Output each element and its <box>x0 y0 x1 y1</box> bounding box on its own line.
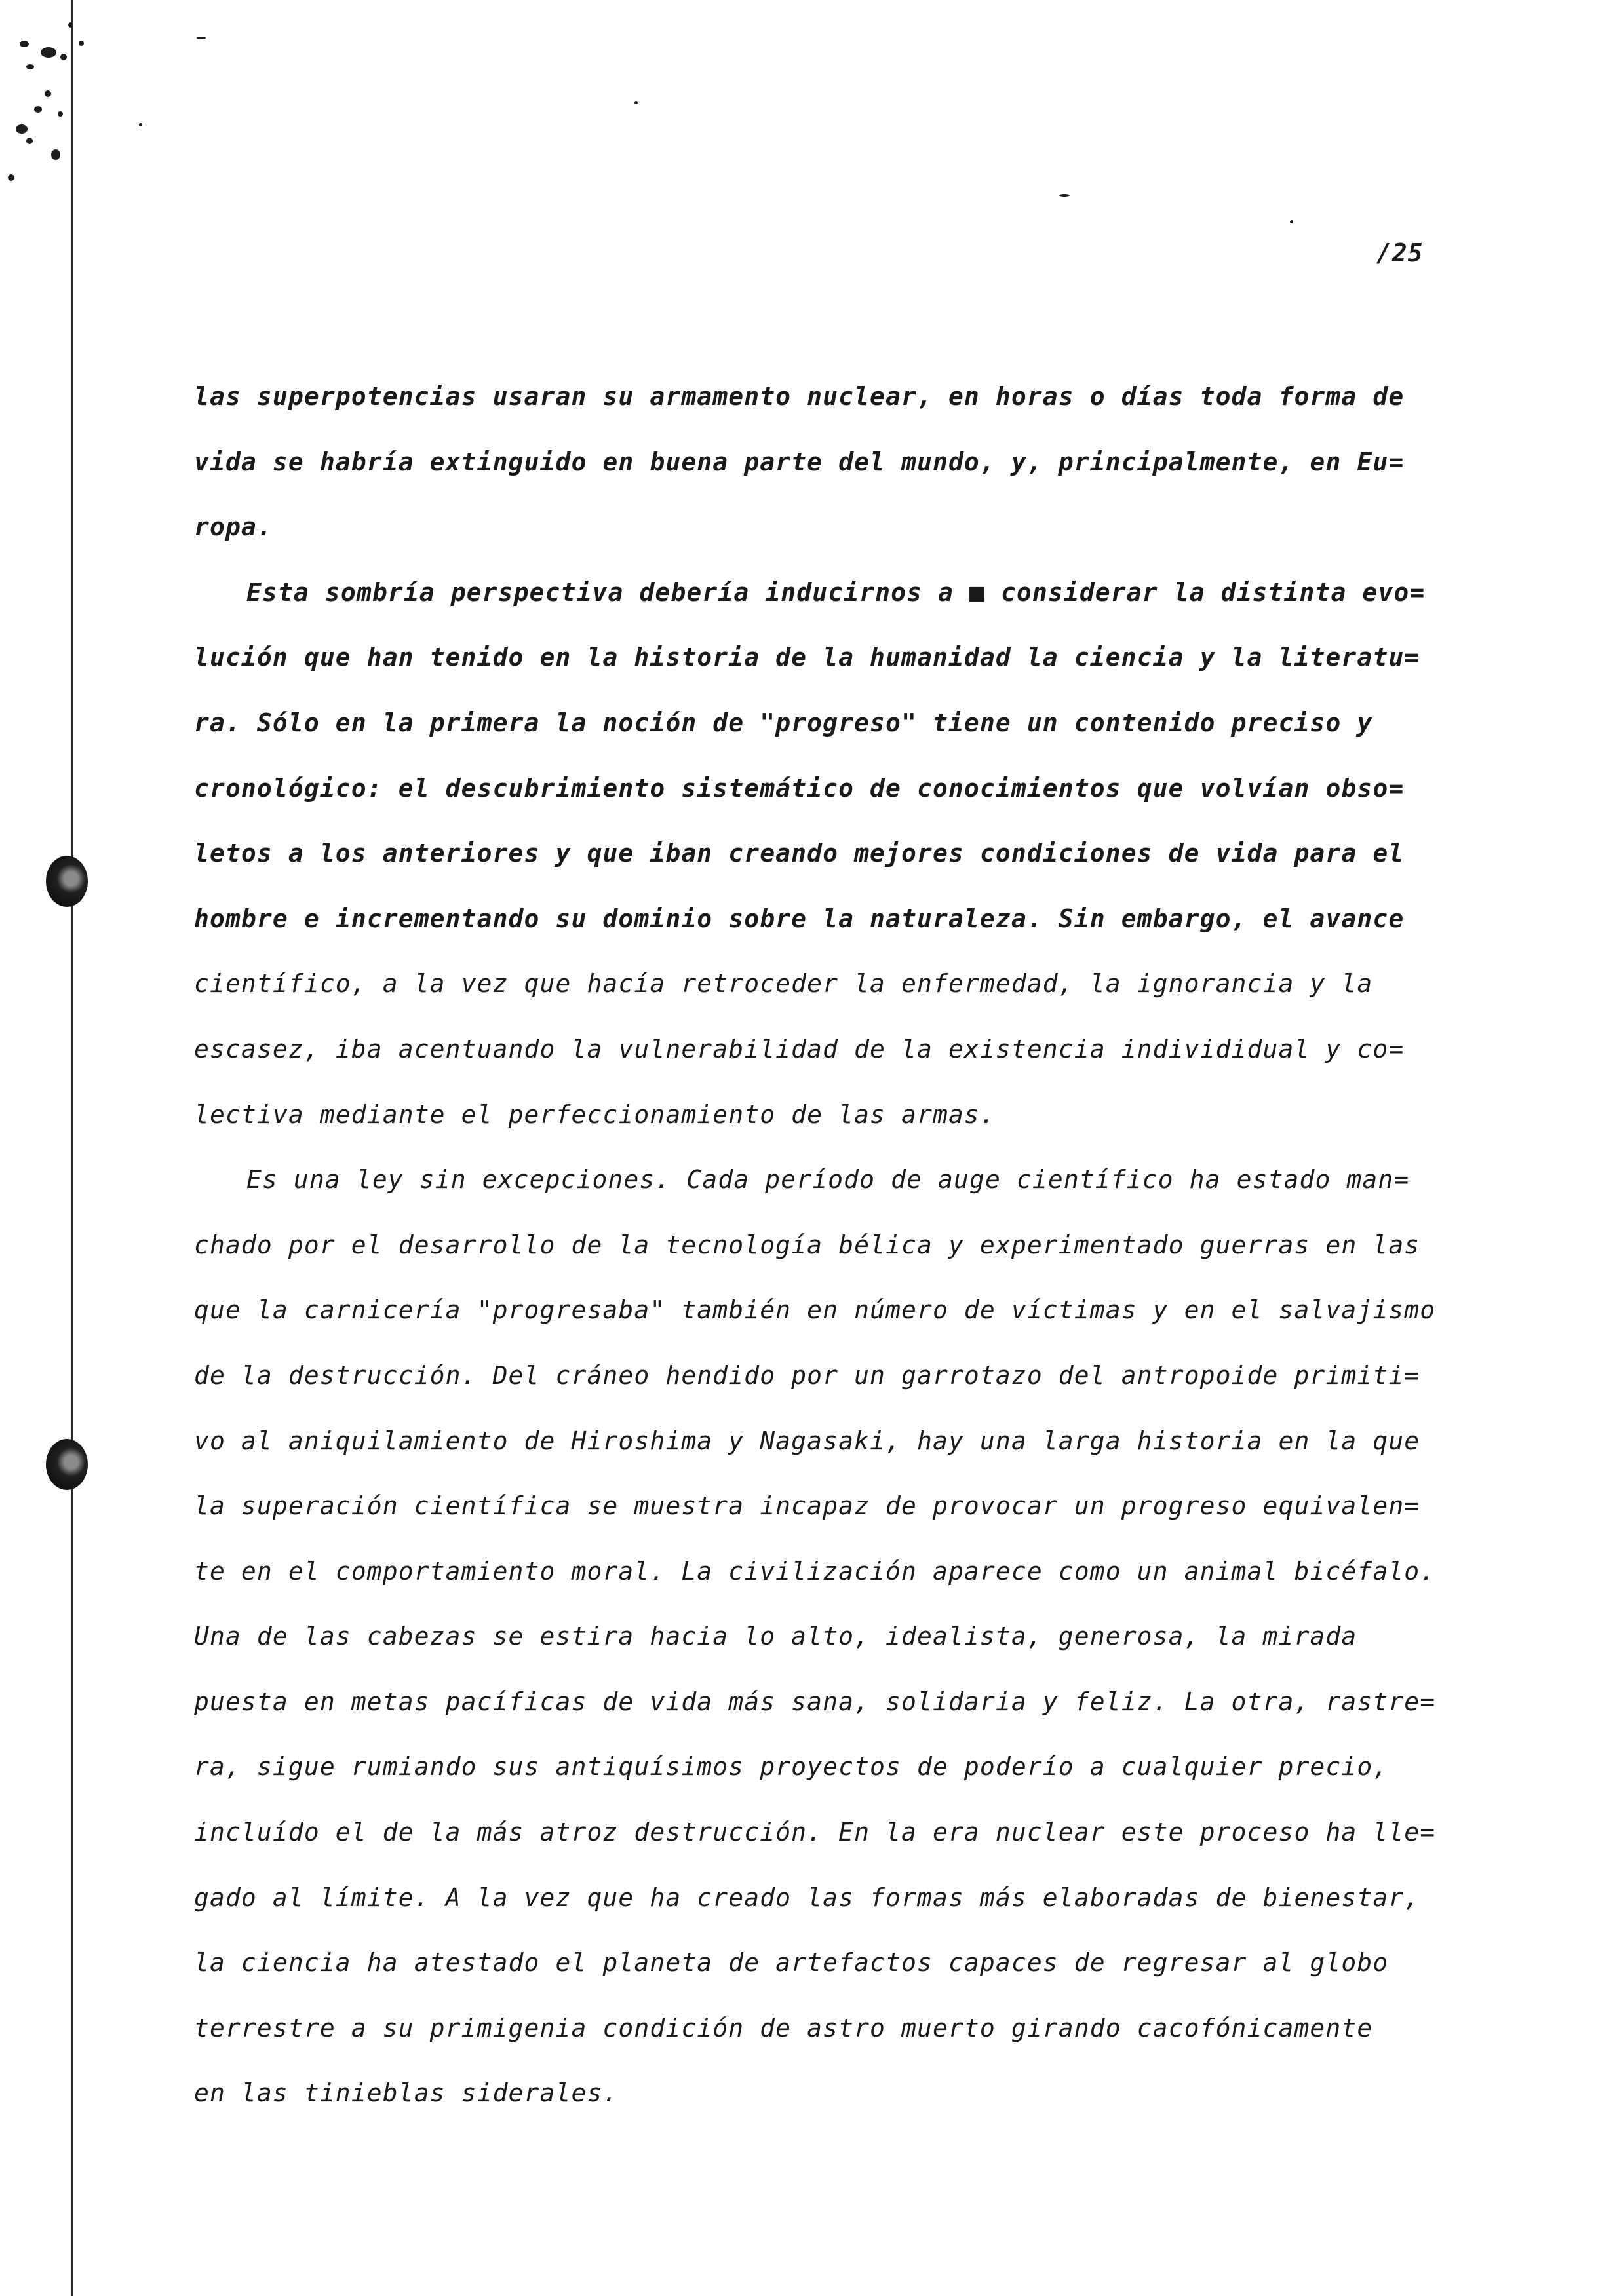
body-text <box>194 364 1511 2126</box>
text-line: vida se habría extinguido en buena parte del mundo, y, principalmente, en Eu= <box>194 447 1405 476</box>
text-line: Una de las cabezas se estira hacia lo alto, idealista, generosa, la mirada <box>194 1622 1357 1651</box>
text-line: ropa. <box>194 512 273 542</box>
text-line: que la carnicería "progresaba" también en número de víctimas y en el salvajismo <box>194 1295 1436 1325</box>
text-line: en las tinieblas siderales. <box>194 2078 619 2108</box>
text-line: chado por el desarrollo de la tecnología bélica y experimentado guerras en las <box>194 1230 1420 1259</box>
text-line: la ciencia ha atestado el planeta de artefactos capaces de regresar al globo <box>194 1948 1389 1978</box>
text-line: terrestre a su primigenia condición de astro muerto girando cacofónicamente <box>194 2013 1373 2042</box>
text-line: escasez, iba acentuando la vulnerabilidad de la existencia individidual y co= <box>194 1034 1405 1063</box>
punch-hole-icon <box>46 856 88 907</box>
text-line: ra. Sólo en la primera la noción de "progreso" tiene un contenido preciso y <box>194 708 1373 737</box>
text-line: lución que han tenido en la historia de la humanidad la ciencia y la literatu= <box>194 643 1420 672</box>
text-line: lectiva mediante el perfeccionamiento de las armas. <box>194 1100 996 1129</box>
text-line: Esta sombría perspectiva debería inducirnos a ■ considerar la distinta evo= <box>246 577 1426 607</box>
paragraph <box>194 364 1511 560</box>
text-line: Es una ley sin excepciones. Cada período de auge científico ha estado man= <box>246 1165 1410 1195</box>
text-line: te en el comportamiento moral. La civilización aparece como un animal bicéfalo. <box>194 1556 1436 1586</box>
text-line: de la destrucción. Del cráneo hendido por un garrotazo del antropoide primiti= <box>194 1360 1420 1390</box>
text-line: la superación científica se muestra incapaz de provocar un progreso equivalen= <box>194 1491 1420 1521</box>
text-line: ra, sigue rumiando sus antiquísimos proyectos de poderío a cualquier precio, <box>194 1752 1389 1782</box>
text-line: puesta en metas pacíficas de vida más sana, solidaria y feliz. La otra, rastre= <box>194 1687 1436 1716</box>
page-number: /25 <box>1376 239 1424 267</box>
text-line: las superpotencias usaran su armamento nuclear, en horas o días toda forma de <box>194 382 1405 411</box>
punch-hole-icon <box>46 1439 88 1490</box>
text-line: gado al límite. A la vez que ha creado las formas más elaboradas de bienestar, <box>194 1883 1420 1912</box>
text-line: hombre e incrementando su dominio sobre la naturaleza. Sin embargo, el avance <box>194 904 1405 933</box>
text-line: letos a los anteriores y que iban creando mejores condiciones de vida para el <box>194 839 1405 868</box>
text-line: científico, a la vez que hacía retroceder la enfermedad, la ignorancia y la <box>194 969 1373 999</box>
paragraph <box>194 560 1511 1147</box>
text-line: incluído el de la más atroz destrucción. En la era nuclear este proceso ha lle= <box>194 1818 1436 1847</box>
binding-margin-line <box>71 0 73 2296</box>
text-line: cronológico: el descubrimiento sistemático de conocimientos que volvían obso= <box>194 773 1405 803</box>
text-line: vo al aniquilamiento de Hiroshima y Nagasaki, hay una larga historia en la que <box>194 1426 1420 1455</box>
paragraph <box>194 1147 1511 2126</box>
